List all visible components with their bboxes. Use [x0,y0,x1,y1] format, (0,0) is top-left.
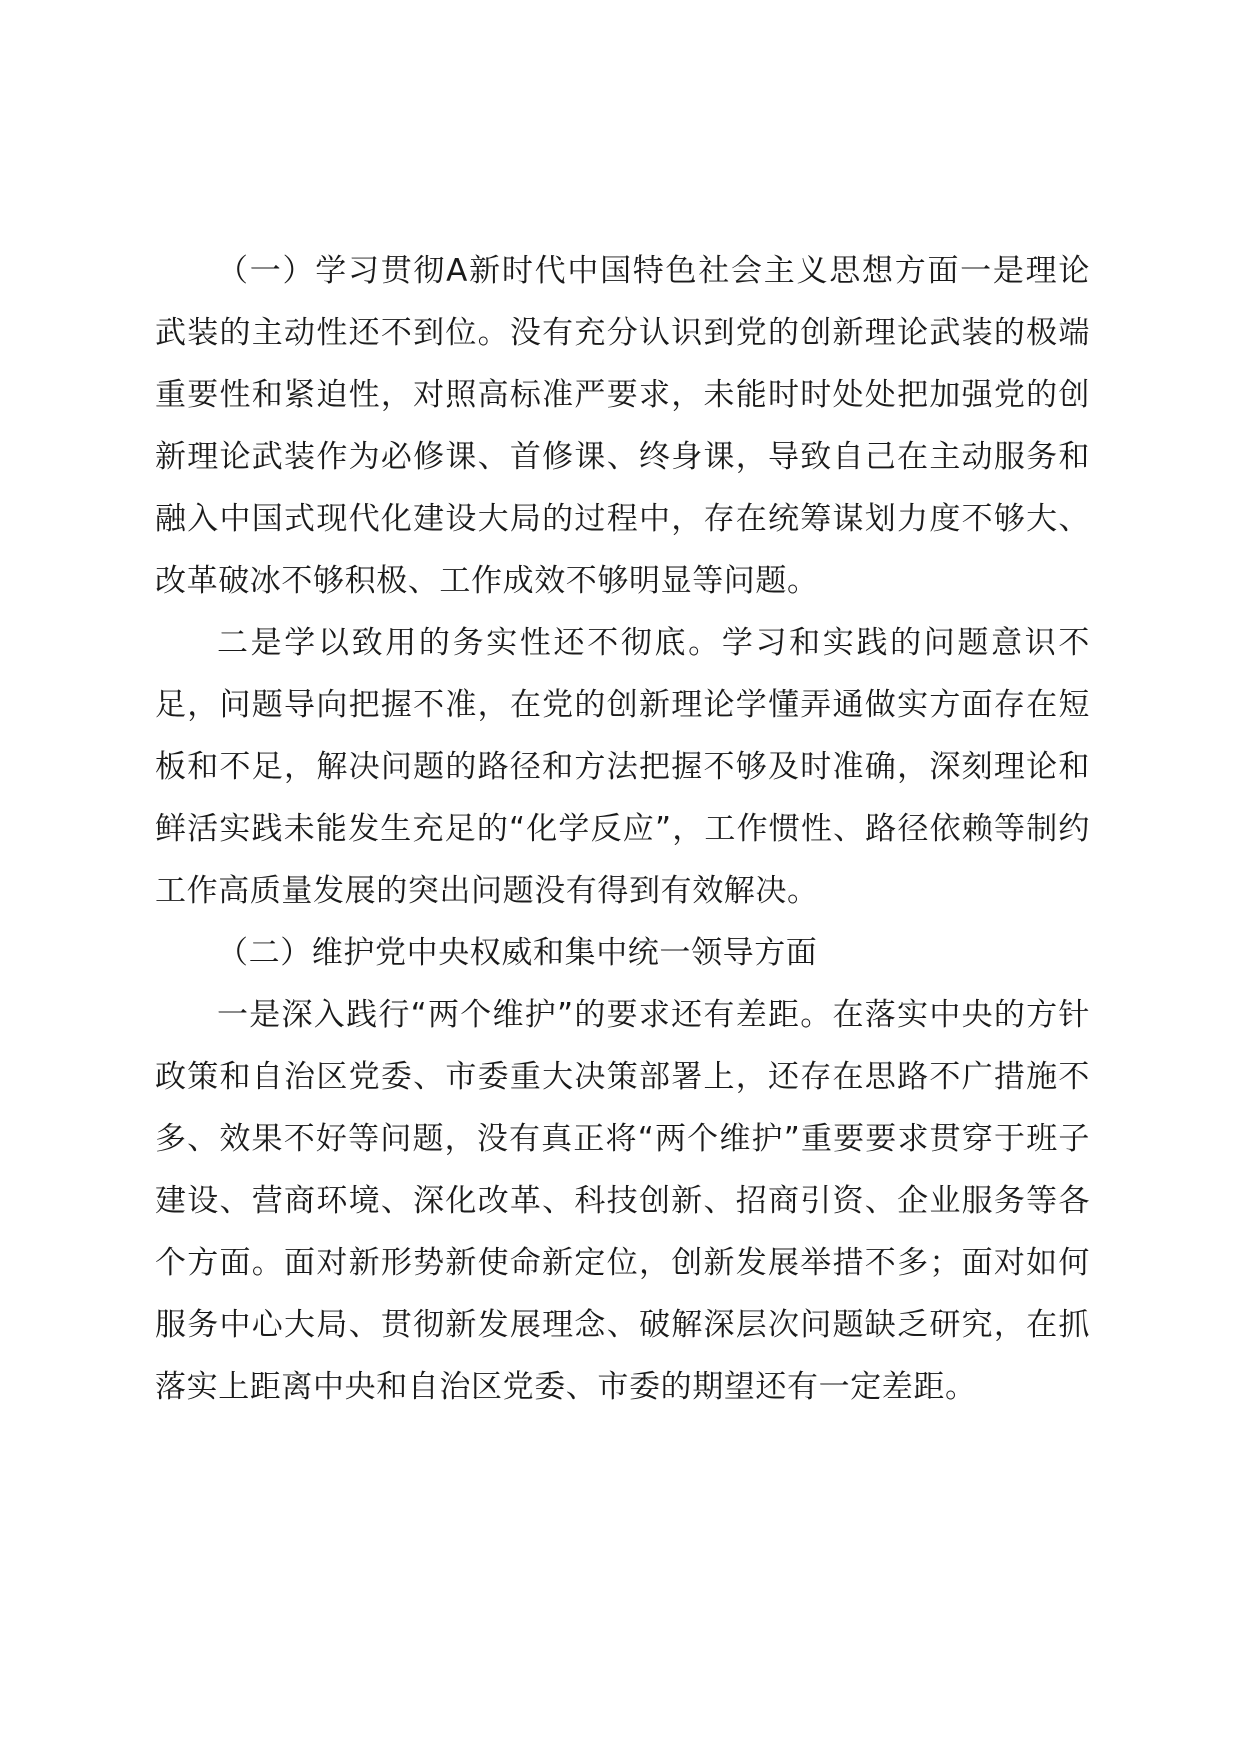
section-two-heading: （二）维护党中央权威和集中统一领导方面 [217,935,818,971]
paragraph-section-one-point-two: 二是学以致用的务实性还不彻底。学习和实践的问题意识不足，问题导向把握不准，在党的创新理论学懂弄通做实方面存在短板和不足，解决问题的路径和方法把握不够及时准确，深刻理论和鲜活实践未能发生充足的“化学反应”，工作惯性、路径依赖等制约工作高质量发展的突出问题没有得到有效解决。 [155,625,1090,909]
paragraph-section-two-point-one: 一是深入践行“两个维护”的要求还有差距。在落实中央的方针政策和自治区党委、市委重大决策部署上，还存在思路不广措施不多、效果不好等问题，没有真正将“两个维护”重要要求贯穿于班子建设、营商环境、深化改革、科技创新、招商引资、企业服务等各个方面。面对新形势新使命新定位，创新发展举措不多；面对如何服务中心大局、贯彻新发展理念、破解深层次问题缺乏研究，在抓落实上距离中央和自治区党委、市委的期望还有一定差距。 [155,997,1090,1405]
document-body [155,240,1090,1418]
paragraph-section-one-point-one: （一）学习贯彻A新时代中国特色社会主义思想方面一是理论武装的主动性还不到位。没有充分认识到党的创新理论武装的极端重要性和紧迫性，对照高标准严要求，未能时时处处把加强党的创新理论武装作为必修课、首修课、终身课，导致自己在主动服务和融入中国式现代化建设大局的过程中，存在统筹谋划力度不够大、改革破冰不够积极、工作成效不够明显等问题。 [155,253,1090,599]
